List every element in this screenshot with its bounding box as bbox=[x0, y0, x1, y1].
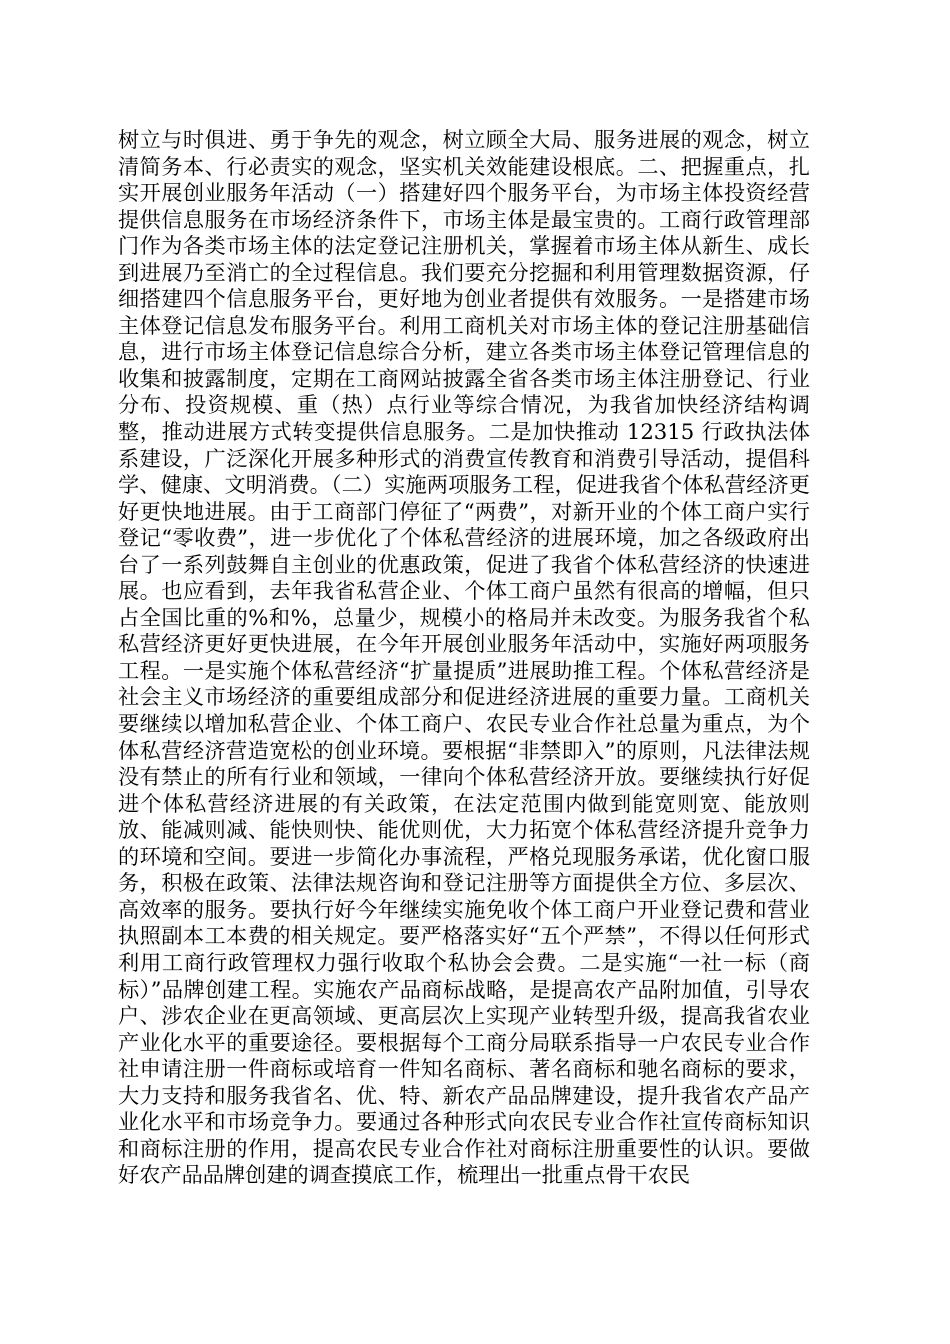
body-paragraph: 树立与时俱进、勇于争先的观念，树立顾全大局、服务进展的观念，树立清简务本、行必责实的观念，坚实机关效能建设根底。二、把握重点，扎实开展创业服务年活动（一）搭建好四个服务平台，为市场主体投资经营提供信息服务在市场经济条件下，市场主体是最宝贵的。工商行政管理部门作为各类市场主体的法定登记注册机关，掌握着市场主体从新生、成长到进展乃至消亡的全过程信息。我们要充分挖掘和利用管理数据资源，仔细搭建四个信息服务平台，更好地为创业者提供有效服务。一是搭建市场主体登记信息发布服务平台。利用工商机关对市场主体的登记注册基础信息，进行市场主体登记信息综合分析，建立各类市场主体登记管理信息的收集和披露制度，定期在工商网站披露全省各类市场主体注册登记、行业分布、投资规模、重（热）点行业等综合情况，为我省加快经济结构调整，推动进展方式转变提供信息服务。二是加快推动 12315 行政执法体系建设，广泛深化开展多种形式的消费宣传教育和消费引导活动，提倡科学、健康、文明消费。（二）实施两项服务工程，促进我省个体私营经济更好更快地进展。由于工商部门停征了“两费”，对新开业的个体工商户实行登记“零收费”，进一步优化了个体私营经济的进展环境，加之各级政府出台了一系列鼓舞自主创业的优惠政策，促进了我省个体私营经济的快速进展。也应看到，去年我省私营企业、个体工商户虽然有很高的增幅，但只占全国比重的%和%，总量少，规模小的格局并未改变。为服务我省个私私营经济更好更快进展，在今年开展创业服务年活动中，实施好两项服务工程。一是实施个体私营经济“扩量提质”进展助推工程。个体私营经济是社会主义市场经济的重要组成部分和促进经济进展的重要力量。工商机关要继续以增加私营企业、个体工商户、农民专业合作社总量为重点，为个体私营经济营造宽松的创业环境。要根据“非禁即入”的原则，凡法律法规没有禁止的所有行业和领域，一律向个体私营经济开放。要继续执行好促进个体私营经济进展的有关政策，在法定范围内做到能宽则宽、能放则放、能减则减、能快则快、能优则优，大力拓宽个体私营经济提升竞争力的环境和空间。要进一步简化办事流程，严格兑现服务承诺，优化窗口服务，积极在政策、法律法规咨询和登记注册等方面提供全方位、多层次、高效率的服务。要执行好今年继续实施免收个体工商户开业登记费和营业执照副本工本费的相关规定。要严格落实好“五个严禁”，不得以任何形式利用工商行政管理权力强行收取个私协会会费。二是实施“一社一标（商标）”品牌创建工程。实施农产品商标战略，是提高农产品附加值，引导农户、涉农企业在更高领域、更高层次上实现产业转型升级，提高我省农业产业化水平的重要途径。要根据每个工商分局联系指导一户农民专业合作社申请注册一件商标或培育一件知名商标、著名商标和驰名商标的要求，大力支持和服务我省名、优、特、新农产品品牌建设，提升我省农产品产业化水平和市场竞争力。要通过各种形式向农民专业合作社宣传商标知识和商标注册的作用，提高农民专业合作社对商标注册重要性的认识。要做好农产品品牌创建的调查摸底工作，梳理出一批重点骨干农民 bbox=[118, 127, 810, 1188]
